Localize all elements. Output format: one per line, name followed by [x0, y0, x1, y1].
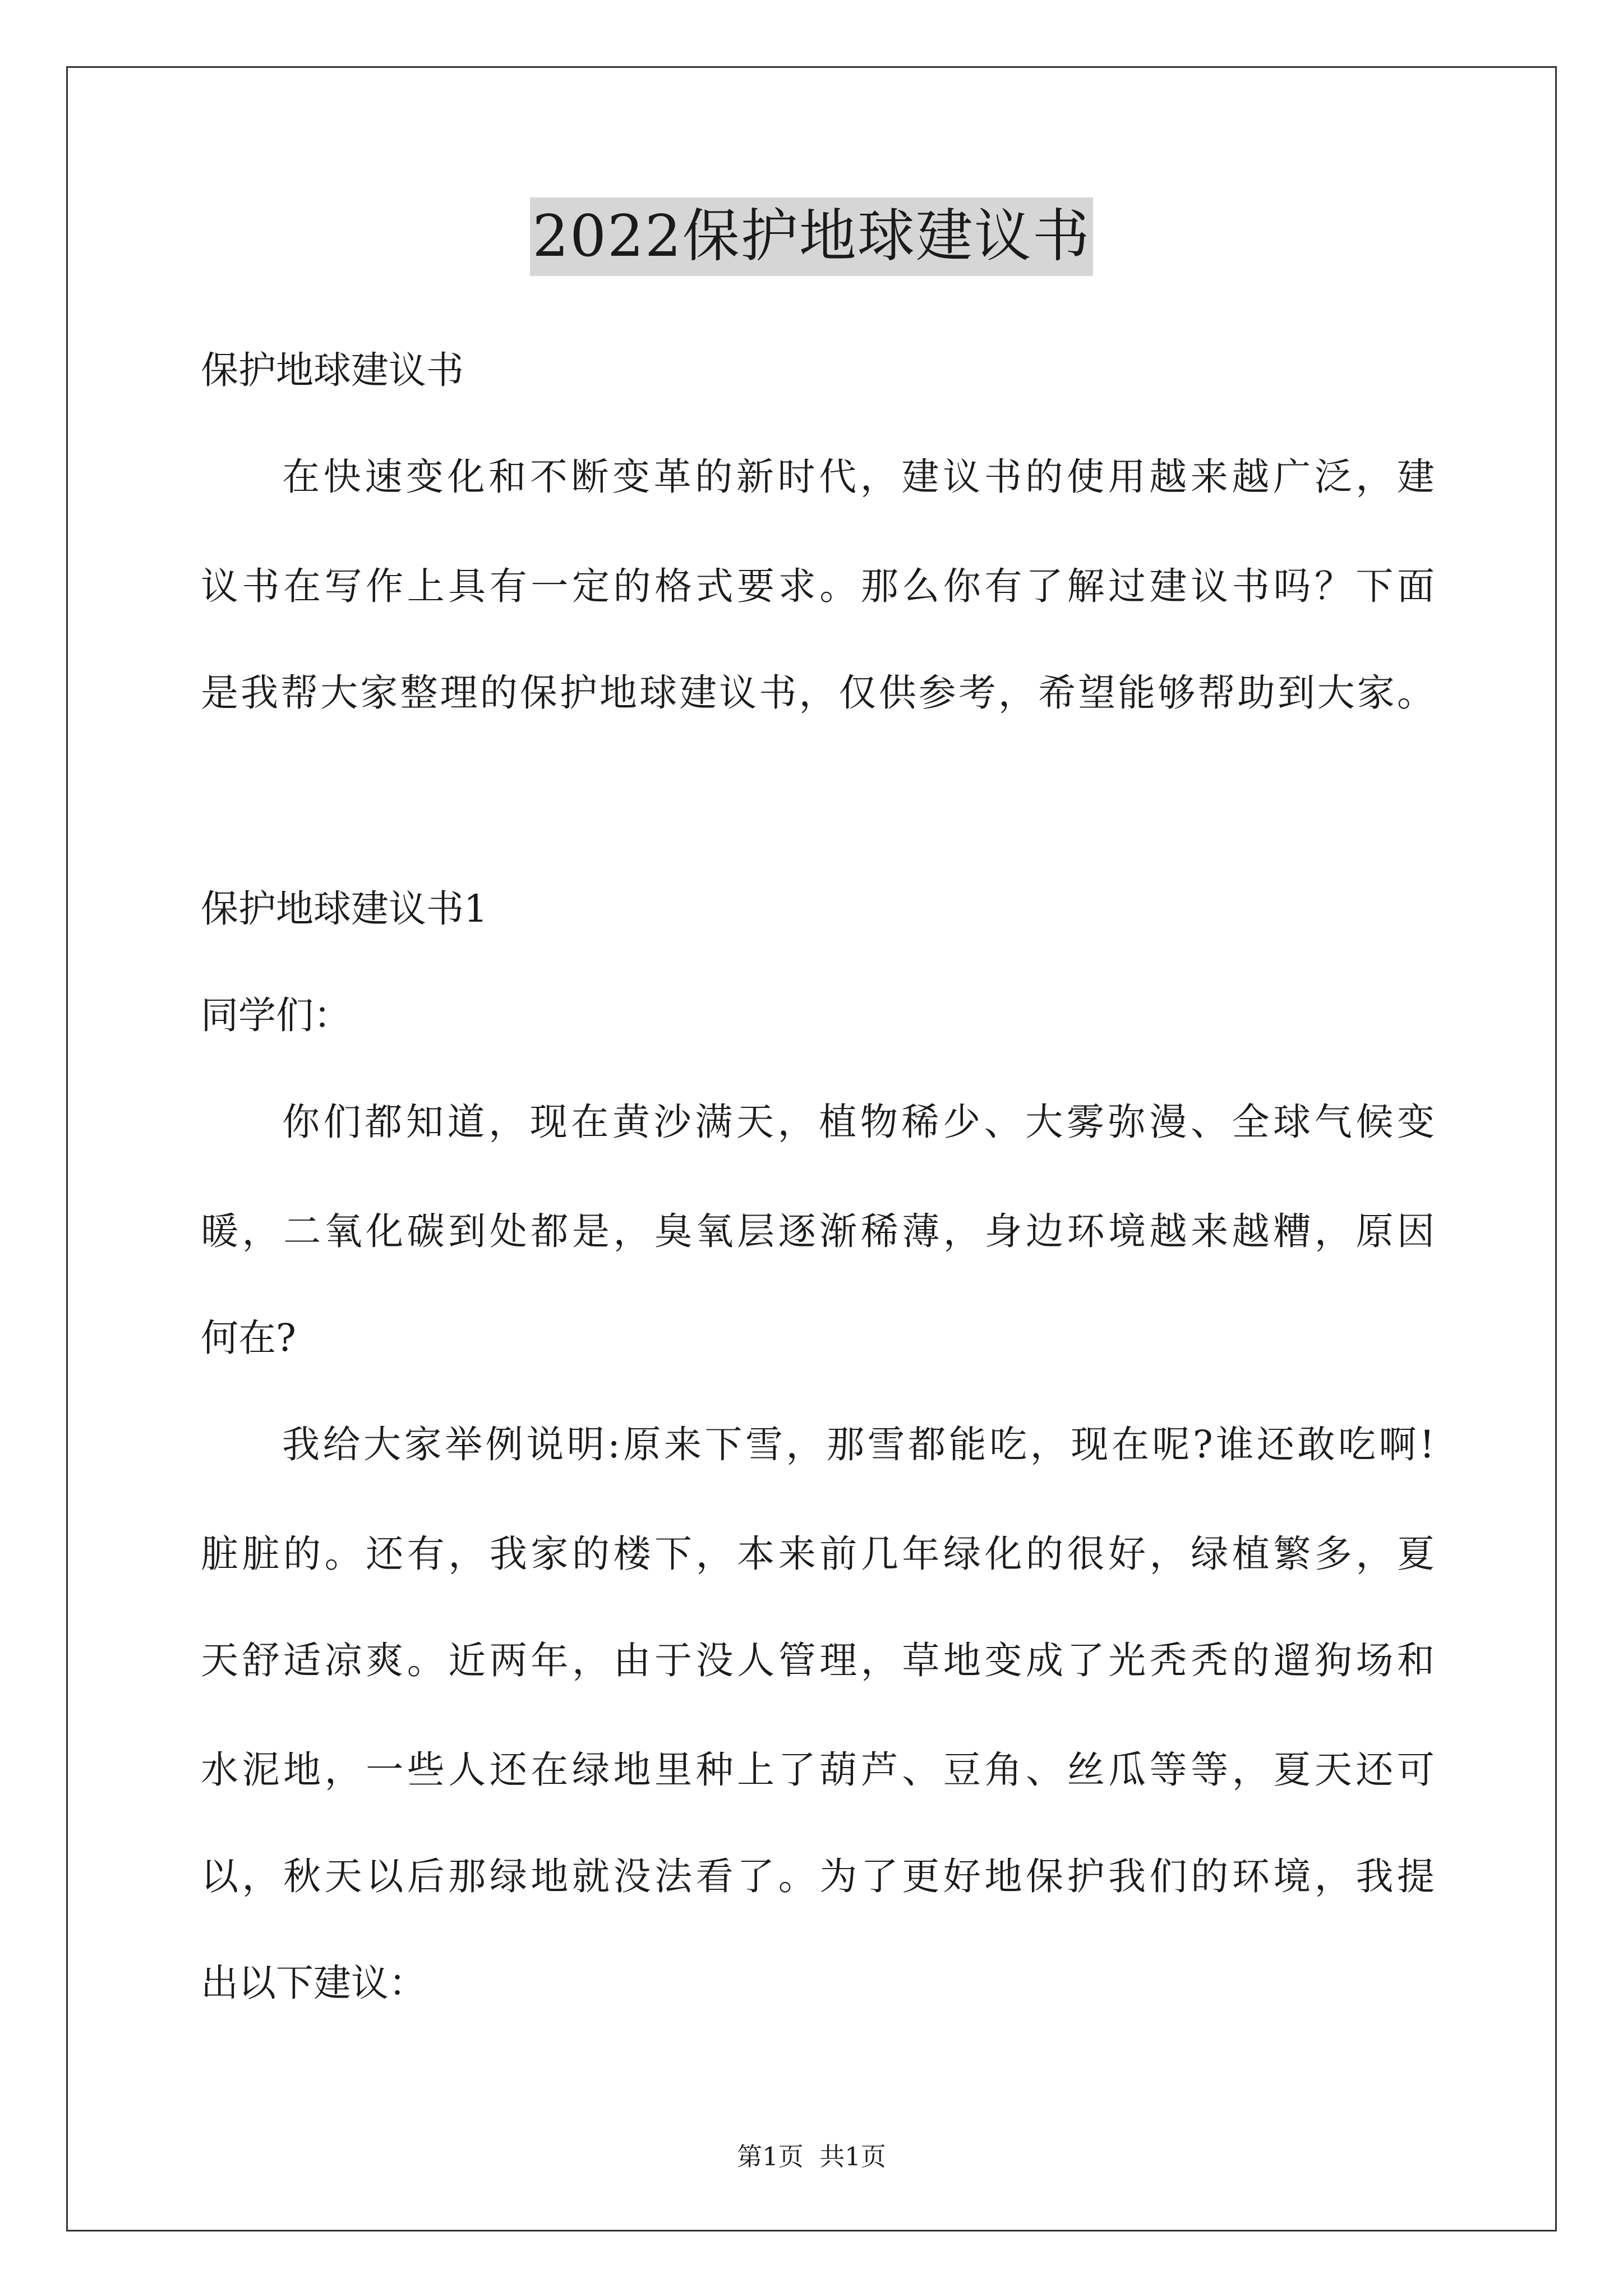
- page-footer: 第1页 共1页: [737, 2142, 886, 2171]
- intro-line: 议书在写作上具有一定的格式要求。那么你有了解过建议书吗？下面: [201, 564, 1435, 608]
- paragraph-line: 水泥地，一些人还在绿地里种上了葫芦、豆角、丝瓜等等，夏天还可: [201, 1748, 1435, 1792]
- paragraph-line: 以，秋天以后那绿地就没法看了。为了更好地保护我们的环境，我提: [201, 1855, 1435, 1898]
- section-heading: 保护地球建议书1: [201, 887, 488, 931]
- title-container: [0, 197, 1623, 276]
- subtitle: 保护地球建议书: [201, 348, 464, 392]
- paragraph-line: 我给大家举例说明:原来下雪，那雪都能吃，现在呢?谁还敢吃啊!: [282, 1423, 1435, 1466]
- paragraph-line: 你们都知道，现在黄沙满天，植物稀少、大雾弥漫、全球气候变: [282, 1100, 1435, 1144]
- document-title: 2022保护地球建议书: [530, 197, 1093, 276]
- salutation: 同学们：: [201, 993, 351, 1037]
- paragraph-line: 出以下建议：: [201, 1961, 426, 2005]
- intro-line: 是我帮大家整理的保护地球建议书，仅供参考，希望能够帮助到大家。: [201, 671, 1435, 715]
- paragraph-line: 脏脏的。还有，我家的楼下，本来前几年绿化的很好，绿植繁多，夏: [201, 1532, 1435, 1576]
- paragraph-line: 何在?: [201, 1316, 296, 1360]
- paragraph-line: 天舒适凉爽。近两年，由于没人管理，草地变成了光秃秃的遛狗场和: [201, 1639, 1435, 1682]
- paragraph-line: 暖，二氧化碳到处都是，臭氧层逐渐稀薄，身边环境越来越糟，原因: [201, 1209, 1435, 1253]
- intro-line: 在快速变化和不断变革的新时代，建议书的使用越来越广泛，建: [282, 455, 1435, 499]
